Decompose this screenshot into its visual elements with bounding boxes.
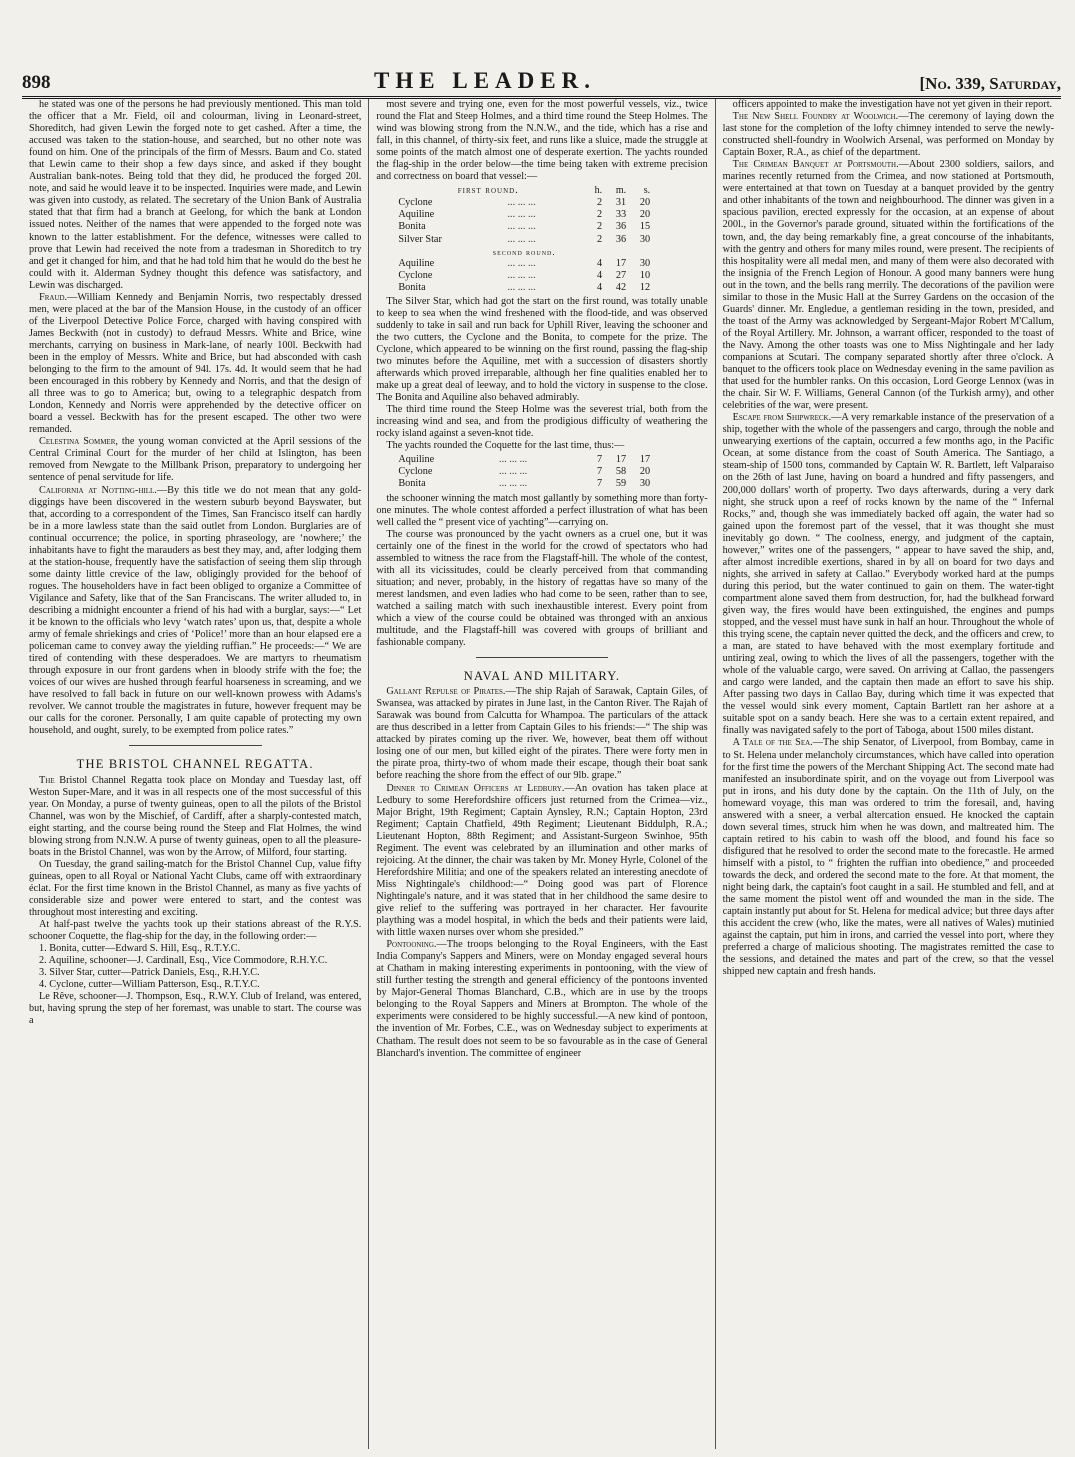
minutes: 59 (615, 478, 627, 490)
yacht-name: Bonita (398, 478, 426, 490)
paragraph: The course was pronounced by the yacht owners as a cruel one, but it was certainly one of the finest in the world for the crowd of spectators who had assembled to witness the race from the Flagstaff-hill. The whole of the contest, with all its vicissitudes, could be clearly perceived from that commanding situation; and never, probably, in the history of regattas have so many of the merest landsmen, and even ladies who had come to be seen, rather than to see, watched a sailing match with such inexhaustible interest. Every point from which a view of the course could be obtained was thronged with an anxious multitude, and the Flagstaff-hill was covered with groups of brilliant and fashionable company. (376, 528, 708, 649)
paragraph: the schooner winning the match most gallantly by something more than forty-one minutes. The whole contest afforded a perfect illustration of what has been well called the “ present vice of yachting”—carrying on. (376, 492, 708, 528)
paragraph: On Tuesday, the grand sailing-match for the Bristol Channel Cup, value fifty guineas, open to all Royal or National Yacht Clubs, came off with extraordinary éclat. For the first time known in the Bristol Channel, as many as five yachts of considerable size and power were entered to start, and the contest was throughout most interesting and exciting. (29, 858, 362, 919)
table-row (398, 197, 650, 209)
paragraph-lead: The (39, 774, 55, 786)
leader-dots: ... ... ... (507, 233, 536, 245)
paragraph-body: —The ship Rajah of Sarawak, Captain Giles, of Swansea, was attacked by pirates in June last, in the Canton River. The Rajah of Sarawak was bound from Calcutta for Whampoa. The particulars of the attack are thus described in a letter from Captain Giles to his friends:—“ The ship was attacked by pirates coming up the river. We, however, beat them off without losing one of our men, but killed eight of the pirates. There were forty men in the pirate proa, thirty-two of whom made their escape, though their boat sank before reaching the shore from the effect of our 9lb. grape.” (376, 686, 708, 782)
hours: 2 (597, 233, 603, 245)
leader-dots: ... ... ... (507, 197, 536, 209)
paragraph-body: —The ceremony of laying down the last stone for the completion of the lofty chimney intended to serve the newly-constructed shell-foundry in Woolwich Arsenal, was performed on Monday by Captain Boxer, R.A., as chief of the department. (722, 111, 1054, 159)
leader-dots: ... ... ... (499, 478, 528, 490)
paragraph-body: —An ovation has taken place at Ledbury to some Herefordshire officers just returned from the Crimea—viz., Major Bright, 19th Regiment; Captain Aynsley, R.N.; Captain Hopton, 23rd Regiment; Captain Chatfield, 49th Regiment; Lieutenant Biddulph, R.A.; Lieutenant Hopton, 88th Regiment; and Assistant-Surgeon Swinhoe, 95th Regiment. The event was celebrated by an illumination and other marks of rejoicing. At the dinner, the chair was taken by Mr. Money Hyrle, Colonel of the Herefordshire Militia; and one of the speakers related an interesting anecdote of Miss Nightingale's childhood:—“ Doing good was part of Florence Nightingale's nature, and it was stated that in her childhood the same desire to give relief to the suffering was portrayed in her character. Her favourite plaything was a model hospital, in which the beds and their patients were laid, with little waxen nurses over whom she presided.” (376, 782, 708, 939)
hours: 4 (597, 281, 603, 293)
paragraph (376, 783, 707, 940)
leader-dots: ... ... ... (507, 221, 536, 233)
table-row (398, 466, 650, 478)
table-row (398, 246, 650, 258)
leader-dots: ... ... ... (507, 281, 536, 293)
seconds: 12 (639, 281, 651, 293)
table-row (398, 258, 650, 270)
leader-dots: ... ... ... (507, 269, 536, 281)
paragraph (29, 485, 361, 738)
minutes-header: m. (615, 185, 627, 197)
paragraph: officers appointed to make the investigation have not yet given in their report. (732, 99, 1053, 110)
column-2 (368, 99, 714, 1449)
column-1 (22, 99, 368, 1449)
race-times-table (398, 185, 650, 293)
paragraph-lead: Dinner to Crimean Officers at Ledbury. (386, 782, 565, 794)
list-item: 2. Aquiline, schooner—J. Cardinall, Esq., Vice Commodore, R.H.Y.C. (39, 955, 328, 967)
list-item: 1. Bonita, cutter—Edward S. Hill, Esq., R.T.Y.C. (39, 943, 241, 955)
hours: 2 (597, 221, 603, 233)
yacht-name: Bonita (398, 281, 426, 293)
seconds: 10 (639, 269, 651, 281)
yacht-name: Aquiline (398, 257, 435, 269)
paragraph-body: —The troops belonging to the Royal Engineers, with the East India Company's Sappers and Miners, were on Monday engaged several hours at Chatham in making interesting experiments in pontooning, with the view of still further testing the strength and general efficiency of the pontoons invented by Major-General Thomas Blanchard, C.B., which are in use by the troops belonging to the Royal Sappers and Miners at Brompton. The whole of the experiments were considered to be highly successful.—A new kind of pontoon, the invention of Mr. Forbes, C.E., was on Wednesday subject to experiments at Chatham. The result does not seem to be so favourable as in the case of General Blanchard's invention. The committee of engineer (376, 939, 708, 1059)
paragraph: The yachts rounded the Coquette for the last time, thus:— (386, 440, 625, 452)
paragraph (29, 292, 361, 437)
paragraph: he stated was one of the persons he had previously mentioned. This man told the officer that a Mr. Field, oil and colourman, living in Leonard-street, Shoreditch, had given Lewin the forged note to get cashed. After a time, the accused was taken to the station-house, and searched, but no other note was found on him. One of the principals of the firm of Messrs. Baum and Co. stated that Lewin came to their shop a few days since, and asked if they bought Australian bank-notes. Being told that they did, he produced the forged 20l. note, and said he would leave it to be inspected. Inquiries were made, and Lewin was given into custody, as related. The secretary of the Union Bank of Australia stated that that firm had a branch at Geelong, for which the bank at London issued notes. Neither of the names that were appended to the forged note was known to the latter establishment. For the defence, witnesses were called to prove that Lewin had received the note from a tradesman in Shoreditch to try and get it changed for him, and that he had told him that he would do the best he could with it. Alderman Sydney thought this defence was satisfactory, and Lewin was discharged. (29, 99, 362, 291)
paragraph-body: —About 2300 soldiers, sailors, and marines recently returned from the Crimea, and now stationed at Portsmouth, were entertained at that town on Tuesday at a banquet provided by the gentry and other inhabitants of the town and neighbourhood. The dinner was given in a spacious pavilion, erected expressly for the occasion, at an expense of about 200l., in the Governor's parade ground, situated within the fortifications of the town, and, the day being remarkably fine, a great concourse of the inhabitants, with the gentry and others for many miles round, were present. The recipients of this hospitality were all medal men, and many of them were also decorated with the insignia of the French Legion of Honour. A good many banners were hung out in the town, and the bells rang merrily. The decorations of the pavilion were similar to those in the Music Hall at the Surrey Gardens on the occasion of the Guards' dinner. Mr. Engledue, a gentleman residing in the town, presided, and the toast of the Army was acknowledged by Sergeant-Major Robert M'Callum, of the Royal Artillery. Mr. Johnson, a warrant officer, responded to the toast of the Navy. Among the other toasts was one to Miss Nightingale and her lady companions at Scutari. The company separated shortly after three o'clock. A banquet to the officers took place on Wednesday evening in the same pavilion as that used for the humbler ranks. On this occasion, Lord George Lennox (was in the chair. Sir W. F. Williams, General Cannon (of the Turkish army), and other celebrities of the war, were present. (722, 159, 1054, 412)
hours: 7 (597, 478, 603, 490)
paragraph: Le Rêve, schooner—J. Thompson, Esq., R.W.Y. Club of Ireland, was entered, but, having sprung the step of her foremast, was unable to start. The course was a (29, 991, 362, 1027)
paragraph: The Silver Star, which had got the start on the first round, was totally unable to keep to sea when the wind freshened with the flood-tide, and was observed suddenly to take in sail and run back for Uphill River, leaving the schooner and the two cutters, the Cyclone and the Bonita, to compete for the prize. The Cyclone, which appeared to be winning on the first round, passing the flag-ship two minutes before the Aquiline, met with a succession of disasters shortly afterwards which proved irreparable, although her fine qualities enabled her to make up a great deal of leeway, and to hold the victory in suspense to the close. The Bonita and Aquiline also behaved admirably. (376, 295, 708, 404)
paragraph-lead: California at Notting-hill. (39, 484, 157, 496)
paper-title: THE LEADER. (374, 68, 596, 93)
final-round-table (398, 454, 650, 490)
paragraph-lead: A Tale of the Sea. (732, 737, 813, 749)
paragraph-body: —By this title we do not mean that any gold-diggings have been discovered in the western suburb beyond Bayswater, but that, according to a correspondent of the Times, San Francisco itself can hardly be in a more lawless state than the said outlet from London. Burglaries are of continual occurrence; the police, in sporting phraseology, are ‘nowhere;’ the inhabitants have to fight the marauders as best they may, and, after lodging them at the station-house, frequently have the satisfaction of seeing them slip through some dainty little crevice of the law, obligingly provided for the behoof of rogues. The householders have in fact been obliged to organize a Committee of Vigilance and Safety, like that of the San Franciscans. The writer alluded to, in describing a midnight encounter a friend of his had with a burglar, says:—“ Let it be known to the officials who levy ‘watch rates’ upon us, that, despite a whole army of female shriekings and cries of ‘Police!’ more than an hour elapsed ere a policeman came to convey away the yielding ruffian.” He proceeds:—“ We are tired of contending with these desperadoes. We are martyrs to rheumatism through exposure in our front gardens when in bloody strife with the foe; the voices of our wives are hushed through fearful hoarseness in screaming, and we have resolved to fall back in future on our well-known prowess with Adams's revolver. We cannot trouble the magistrates in future, however frequent may be our calls for the coroner. Personally, I am quite capable of protecting my own household, and ought, surely, to be exempted from police rates.” (29, 484, 362, 737)
paragraph (723, 111, 1054, 159)
paragraph-lead: Escape from Shipwreck. (732, 412, 832, 424)
paragraph-lead: Celestina Sommer, (39, 436, 118, 448)
seconds: 20 (639, 197, 651, 209)
paragraph-lead: The New Shell Foundry at Woolwich. (732, 111, 899, 123)
page-number: 898 (22, 72, 51, 93)
masthead (22, 62, 1061, 99)
paragraph-body: —The ship Senator, of Liverpool, from Bombay, came in to St. Helena under melancholy circumstances, which have called into operation for the first time the powers of the Merchant Shipping Act. The second mate had manifested an insubordinate spirit, and on the voyage out from Liverpool was put in irons, and his duty done by the captain. On the 11th of July, on the homeward voyage, this man was ordered to trim the foresail, and, having answered with a sneer, a verbal altercation ensued. He knocked the captain down several times, struck him when he was down, and maltreated him. The captain retired to his cabin to wash off the blood, and found his face so disfigured that he resolved to order the second mate to the forecastle. He armed himself with a pistol, to “ frighten the ruffian into obedience,” and proceeded towards the deck, and ordered the second mate to the fore. At that moment, the night being dark, the captain's foot caught in a sail. He stumbled and fell, and at the same moment the pistol went off and wounded the man in the side. The captain instantly put about for St. Helena for medical advice; but three days after this accident the crew (who, like the mates, were all natives of Wales) mutinied against the captain, put him in irons, and carried the vessel into port, where they preferred a charge of malicious shooting. The magistrates remitted the case to the sessions, and detained the mates and part of the crew, so that the vessel shipped new captain and fresh hands. (722, 737, 1054, 978)
seconds-header: s. (643, 185, 651, 197)
minutes: 27 (615, 269, 627, 281)
seconds: 20 (639, 466, 651, 478)
paragraph-body: the young woman convicted at the April sessions of the Central Criminal Court for the murder of her child at Islington, has been removed from Newgate to the Millbank Prison, preparatory to undergoing her sentence of penal servitude for life. (29, 436, 362, 484)
leader-dots: ... ... ... (499, 466, 528, 478)
paragraph (376, 686, 707, 782)
paragraph-body: —A very remarkable instance of the preservation of a ship, together with the whole of the passengers and cargo, through the noble and unwearying exertions of the captain, occurred a few months ago, in the Pacific Ocean, at some distance from the coast of South America. The Santiago, a steam-ship of 1500 tons, commanded by Captain W. R. Bartlett, left Valparaiso on the 26th of last June, having on board a hundred and fifty passengers, and 200,000 dollars' worth of property. Two days afterwards, during a very dark night, she struck upon a reef of rocks known by the name of the “ Infernal Rocks,” and, though she was immediately backed off again, the water had so gained upon the foremost part of the vessel, that it was thought she must inevitably go down. “ The coolness, energy, and judgment of the captain, however,” writes one of the passengers, “ appear to have saved the ship, and, after almost incredible exertions, shared in by all on board for two days and nights, she arrived in safety at Callao.” Everybody worked hard at the pumps during this period, but the water continued to gain on them. The water-tight compartment alone saved them from destruction, for, had the bulkhead forward given way, the fires would have been extinguished, the engines and pumps stopped, and the vessel must have sunk in half an hour. Throughout the whole of this trying scene, the captain never quitted the deck, and the officers and crew, to a man, are stated to have behaved with the most exemplary fortitude and untiring zeal, owing to which the lives of all the passengers, together with the whole of the valuable cargo, were saved. On arriving at Callao, the passengers and cargo were landed, and the captain then made an effort to save his ship. After passing two days in Callao Bay, during which time it was expected that the vessel would sink every moment, Captain Bartlett ran her ashore at a suitable spot on a sandy beach. Here she was to a certain extent repaired, and finally was navigated safely to the port of Taboga, about 1500 miles distant. (722, 412, 1054, 737)
table-row (398, 282, 650, 294)
hours: 2 (597, 197, 603, 209)
yacht-name: Bonita (398, 221, 426, 233)
round-label: second round. (492, 246, 556, 257)
list-item: 3. Silver Star, cutter—Patrick Daniels, Esq., R.H.Y.C. (39, 967, 260, 979)
paragraph (723, 412, 1054, 737)
section-heading: THE BRISTOL CHANNEL REGATTA. (76, 757, 314, 772)
yacht-name: Aquiline (398, 454, 435, 466)
seconds: 17 (639, 454, 651, 466)
column-3 (715, 99, 1061, 1449)
paragraph-lead: Gallant Repulse of Pirates. (386, 686, 506, 698)
minutes: 17 (615, 454, 627, 466)
seconds: 30 (639, 257, 651, 269)
minutes: 17 (615, 257, 627, 269)
leader-dots: ... ... ... (499, 454, 528, 466)
paragraph-body: Bristol Channel Regatta took place on Monday and Tuesday last, off Weston Super-Mare, and it was in all respects one of the most successful of this year. On Monday, a purse of twenty guineas, open to all the pilots of the Bristol Channel, was won by the Mischief, of Cardiff, after a sharply-contested match, eight starting, and the course being round the Steep and Flat Holmes, the wind blowing strong from N.N.W. A purse of twenty guineas, open to all the pleasure-boats in the Bristol Channel, was won by the Arrow, of Milford, four starting. (29, 774, 362, 858)
divider (129, 745, 262, 746)
hours: 7 (597, 466, 603, 478)
hours-header: h. (594, 185, 603, 197)
minutes: 33 (615, 209, 627, 221)
hours: 4 (597, 257, 603, 269)
seconds: 15 (639, 221, 651, 233)
issue-label: [No. 339, Saturday, (919, 74, 1061, 93)
minutes: 36 (615, 221, 627, 233)
table-row (398, 478, 650, 490)
divider (476, 657, 609, 658)
hours: 4 (597, 269, 603, 281)
leader-dots: ... ... ... (507, 257, 536, 269)
paragraph (29, 436, 361, 484)
seconds: 30 (639, 478, 651, 490)
yacht-name: Cyclone (398, 197, 433, 209)
paragraph (376, 939, 707, 1059)
section-heading: NAVAL AND MILITARY. (463, 669, 621, 684)
yacht-name: Cyclone (398, 466, 433, 478)
seconds: 20 (639, 209, 651, 221)
leader-dots: ... ... ... (507, 209, 536, 221)
paragraph: The third time round the Steep Holme was the severest trial, both from the increasing wind and sea, and from the prodigious difficulty of weathering the rocky island against a seven-knot tide. (376, 404, 708, 440)
paragraph (723, 159, 1054, 412)
paragraph: most severe and trying one, even for the most powerful vessels, viz., twice round the Flat and Steep Holmes, and a third time round the Steep Holmes. The wind was blowing strong from the N.N.W., and the tide, which has a rise and fall, in this channel, of thirty-six feet, and runs like a sluice, made the struggle at some points of the match almost one of desperate exertion. The yachts rounded the flag-ship in the order below—the time being taken with extreme precision and correctness on board that vessel:— (376, 99, 708, 183)
paragraph (723, 737, 1054, 978)
paragraph: At half-past twelve the yachts took up their stations abreast of the R.Y.S. schooner Coquette, the flag-ship for the day, in the following order:— (29, 919, 362, 943)
table-row (398, 270, 650, 282)
hours: 2 (597, 209, 603, 221)
yacht-name: Aquiline (398, 209, 435, 221)
paragraph (29, 775, 361, 859)
round-label: first round. (457, 185, 519, 197)
paragraph-lead: The Crimean Banquet at Portsmouth. (732, 159, 899, 171)
yacht-name: Silver Star (398, 233, 442, 245)
table-row (398, 234, 650, 246)
table-row (398, 209, 650, 221)
paragraph-lead: Fraud. (39, 291, 68, 303)
paragraph-body: —William Kennedy and Benjamin Norris, two respectably dressed men, were placed at the bar of the Mansion House, in the custody of an officer of the Liverpool Detective Police Force, charged with having conspired with James Beckwith (not in custody) to defraud Messrs. White and Brice, wine merchants, carrying on business in Mark-lane, of nearly 100l. Beckwith had been in the employ of Messrs. White and Brice, but had absconded with cash belonging to the firm to the amount of 94l. 17s. 4d. It would seem that he had been encouraged in this robbery by Kennedy and Norris, and that the design of all three was to go to America; but, owing to a telegraphic despatch from London, Kennedy and Norris were apprehended by the detective officer on board a vessel. Beckwith has for the present escaped. The other two were remanded. (29, 291, 362, 436)
table-header (398, 185, 650, 197)
columns (22, 99, 1061, 1449)
hours: 7 (597, 454, 603, 466)
minutes: 31 (615, 197, 627, 209)
minutes: 42 (615, 281, 627, 293)
seconds: 30 (639, 233, 651, 245)
minutes: 36 (615, 233, 627, 245)
yacht-name: Cyclone (398, 269, 433, 281)
table-row (398, 454, 650, 466)
minutes: 58 (615, 466, 627, 478)
list-item: 4. Cyclone, cutter—William Patterson, Esq., R.T.Y.C. (39, 979, 260, 991)
table-row (398, 221, 650, 233)
paragraph-lead: Pontooning. (386, 939, 437, 951)
